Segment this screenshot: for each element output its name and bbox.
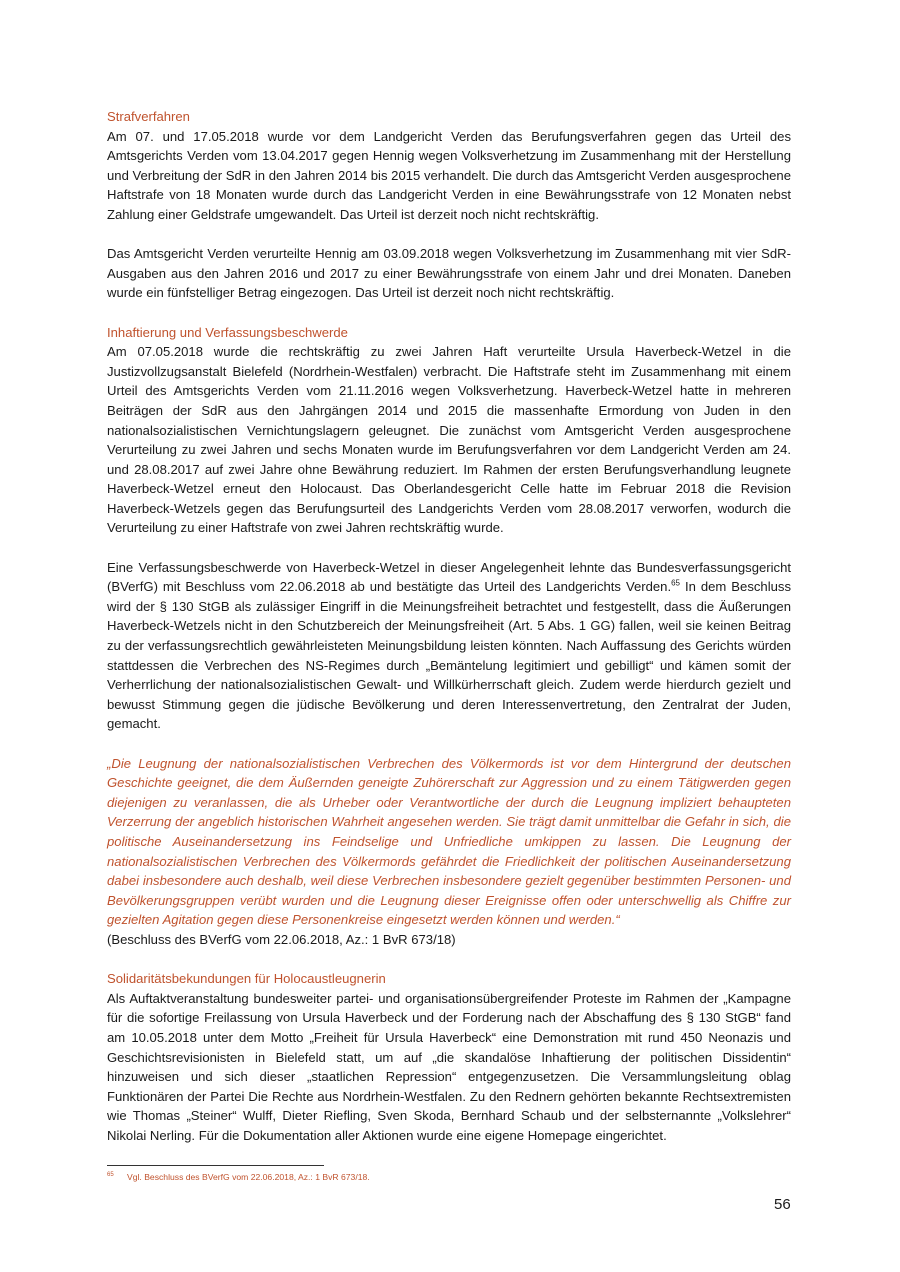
document-body bbox=[107, 107, 791, 1145]
quote-citation: (Beschluss des BVerfG vom 22.06.2018, Az.: 1 BvR 673/18) bbox=[107, 931, 456, 947]
section-heading-solidaritaet: Solidaritätsbekundungen für Holocaustleugnerin bbox=[107, 971, 386, 987]
court-quote: „Die Leugnung der nationalsozialistischen Verbrechen des Völkermords ist vor dem Hintergrund der deutschen Geschichte geeignet, die dem Äußernden geneigte Zuhörerschaft zur Aggression und zu einem Tätigwerden gegen diejenigen zu veranlassen, die als Urheber oder Verantwortliche der durch die Leugnung impliziert behaupteten Verzerrung der angeblich historischen Wahrheit angesehen werden. Sie trägt damit unmittelbar die Gefahr in sich, die politische Auseinandersetzung ins Feindselige und Unfriedliche umkippen zu lassen. Die Leugnung der nationalsozialistischen Verbrechen des Völkermords gefährdet die Friedlichkeit der politischen Auseinandersetzung dabei insbesondere auch deshalb, weil diese Verbrechen insbesondere gezielt gegenüber bestimmten Personen- und Bevölkerungsgruppen verübt wurden und die Leugnung dieser Ereignisse offen oder unterschwellig als Chiffre zur gezielten Agitation gegen diese Personenkreise eingesetzt werden können und werden.“ bbox=[107, 755, 791, 928]
paragraph: Am 07.05.2018 wurde die rechtskräftig zu zwei Jahren Haft verurteilte Ursula Haverbeck-Wetzel in die Justizvollzugsanstalt Bielefeld (Nordrhein-Westfalen) verbracht. Die Haftstrafe steht im Zusammenhang mit einem Urteil des Amtsgerichts Verden vom 21.11.2016 wegen Volksverhetzung. Haverbeck-Wetzel hatte in mehreren Beiträgen der SdR aus den Jahrgängen 2014 und 2015 die massenhafte Ermordung von Juden in den nationalsozialistischen Vernichtungslagern geleugnet. Die zunächst vom Amtsgericht Verden ausgesprochene Verurteilung zu zwei Jahren und sechs Monaten wurde im Berufungsverfahren vor dem Landgericht Verden am 24. und 28.08.2017 auf zwei Jahre ohne Bewährung reduziert. Im Rahmen der ersten Berufungsverhandlung leugnete Haverbeck-Wetzel erneut den Holocaust. Das Oberlandesgericht Celle hatte im Februar 2018 die Revision Haverbeck-Wetzels gegen das Berufungsurteil des Landgerichts Verden vom 28.08.2017 verworfen, wodurch die Verurteilung zu einer Haftstrafe von zwei Jahren rechtskräftig wurde. bbox=[107, 344, 791, 536]
section-heading-inhaftierung: Inhaftierung und Verfassungsbeschwerde bbox=[107, 324, 348, 340]
paragraph: Das Amtsgericht Verden verurteilte Hennig am 03.09.2018 wegen Volksverhetzung im Zusammenhang mit vier SdR-Ausgaben aus den Jahren 2016 und 2017 zu einer Bewährungsstrafe von einem Jahr und drei Monaten. Daneben wurde ein fünfstelliger Betrag eingezogen. Das Urteil ist derzeit noch nicht rechtskräftig. bbox=[107, 246, 791, 301]
footnote-divider bbox=[107, 1165, 324, 1166]
footnote bbox=[107, 1172, 370, 1182]
footnote-reference[interactable]: 65 bbox=[671, 578, 680, 588]
paragraph-text: Eine Verfassungsbeschwerde von Haverbeck-Wetzel in dieser Angelegenheit lehnte das Bundesverfassungsgericht (BVerfG) mit Beschluss vom 22.06.2018 ab und bestätigte das Urteil des Landgerichts Verden. bbox=[107, 559, 791, 595]
footnote-number: 65 bbox=[107, 1172, 114, 1178]
paragraph: Als Auftaktveranstaltung bundesweiter partei- und organisationsübergreifender Proteste im Rahmen der „Kampagne für die sofortige Freilassung von Ursula Haverbeck und der Forderung nach der Abschaffung des § 130 StGB“ fand am 10.05.2018 unter dem Motto „Freiheit für Ursula Haverbeck“ eine Demonstration mit rund 450 Neonazis und Geschichtsrevisionisten in Bielefeld statt, um auf „die skandalöse Inhaftierung der politischen Dissidentin“ hinzuweisen und sich dieser „staatlichen Repression“ entgegenzusetzen. Die Versammlungsleitung oblag Funktionären der Partei Die Rechte aus Nordrhein-Westfalen. Zu den Rednern gehörten bekannte Rechtsextremisten wie Thomas „Steiner“ Wulff, Dieter Riefling, Sven Skoda, Bernhard Schaub und der selbsternannte „Volkslehrer“ Nikolai Nerling. Für die Dokumentation aller Aktionen wurde eine eigene Homepage eingerichtet. bbox=[107, 990, 791, 1143]
section-heading-strafverfahren: Strafverfahren bbox=[107, 109, 190, 124]
paragraph bbox=[107, 558, 791, 734]
footnote-text: Vgl. Beschluss des BVerfG vom 22.06.2018, Az.: 1 BvR 673/18. bbox=[127, 1172, 370, 1182]
paragraph: Am 07. und 17.05.2018 wurde vor dem Landgericht Verden das Berufungsverfahren gegen das Urteil des Amtsgerichts Verden vom 13.04.2017 gegen Hennig wegen Volksverhetzung im Zusammenhang mit der Herstellung und Verbreitung der SdR in den Jahren 2014 bis 2015 verhandelt. Die durch das Amtsgericht Verden ausgesprochene Haftstrafe von 18 Monaten wurde durch das Landgericht Verden in eine Bewährungsstrafe von 12 Monaten nebst Zahlung einer Geldstrafe umgewandelt. Das Urteil ist derzeit noch nicht rechtskräftig. bbox=[107, 128, 791, 222]
paragraph-text: In dem Beschluss wird der § 130 StGB als zulässiger Eingriff in die Meinungsfreiheit betrachtet und festgestellt, dass die Äußerungen Haverbeck-Wetzels nicht in den Schutzbereich der Meinungsfreiheit (Art. 5 Abs. 1 GG) fallen, weil sie keinen Beitrag zu der verfassungsrechtlich gewährleisteten Meinungsbildung leisten könnten. Nach Auffassung des Gerichts würden stattdessen die Verbrechen des NS-Regimes durch „Bemäntelung legitimiert und gebilligt“ und kämen somit der Verherrlichung der nationalsozialistischen Gewalt- und Willkürherrschaft gleich. Zudem werde hierdurch gezielt und bewusst Stimmung gegen die jüdische Bevölkerung und deren Interessenvertretung, den Zentralrat der Juden, gemacht. bbox=[107, 579, 791, 732]
page-number: 56 bbox=[774, 1196, 791, 1213]
